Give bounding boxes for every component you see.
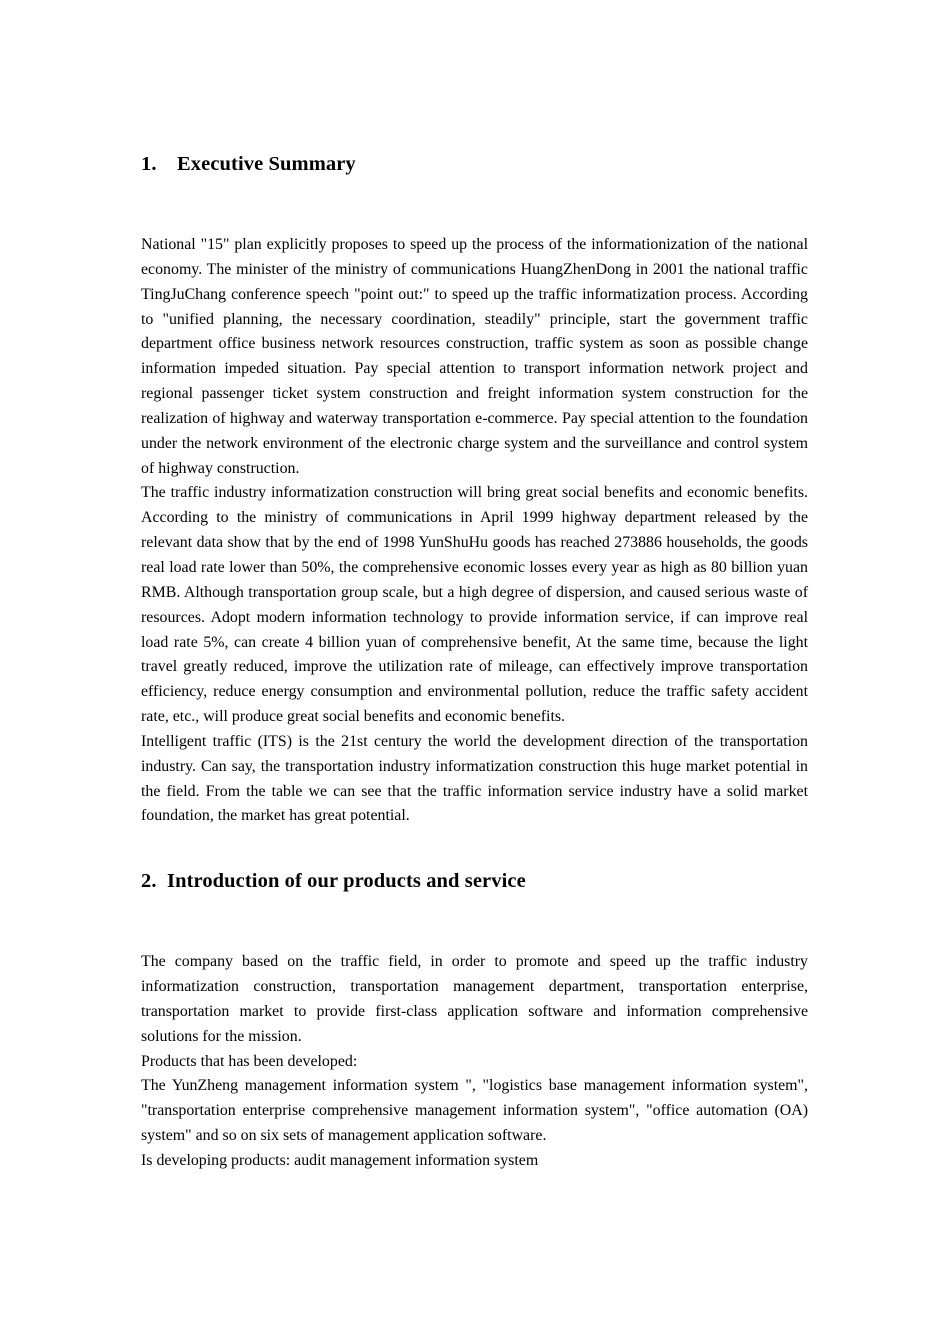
section-heading-1 (141, 152, 808, 176)
section-body-2 (141, 950, 808, 1174)
section-number-1: 1. (141, 153, 157, 175)
paragraph: National "15" plan explicitly proposes to speed up the process of the informationization of the national economy. The minister of the ministry of communications HuangZhenDong in 2001 the national traffic TingJuChang conference speech "point out:" to speed up the traffic informatization process. According to "unified planning, the necessary coordination, steadily" principle, start the government traffic department office business network resources construction, traffic system as soon as possible change information impeded situation. Pay special attention to transport information network project and regional passenger ticket system construction and freight information system construction for the realization of highway and waterway transportation e-commerce. Pay special attention to the foundation under the network environment of the electronic charge system and the surveillance and control system of highway construction. (141, 236, 808, 477)
section-heading-2 (141, 869, 808, 893)
section-body-1 (141, 233, 808, 829)
paragraph: Products that has been developed: (141, 1052, 358, 1070)
paragraph: The company based on the traffic field, in order to promote and speed up the traffic industry informatization construction, transportation management department, transportation enterprise, transportation market to provide first-class application software and information comprehensive solutions for the mission. (141, 953, 808, 1045)
section-title-2: Introduction of our products and service (167, 870, 526, 893)
paragraph: Is developing products: audit management information system (141, 1152, 539, 1169)
section-title-1: Executive Summary (177, 153, 356, 175)
paragraph: Intelligent traffic (ITS) is the 21st century the world the development direction of the transportation industry. Can say, the transportation industry informatization construction this huge market potential in the field. From the table we can see that the traffic information service industry have a solid market foundation, the market has great potential. (141, 732, 808, 825)
paragraph: The traffic industry informatization construction will bring great social benefits and economic benefits. According to the ministry of communications in April 1999 highway department released by the relevant data show that by the end of 1998 YunShuHu goods has reached 273886 households, the goods real load rate lower than 50%, the comprehensive economic losses every year as high as 80 billion yuan RMB. Although transportation group scale, but a high degree of dispersion, and caused serious waste of resources. Adopt modern information technology to provide information service, if can improve real load rate 5%, can create 4 billion yuan of comprehensive benefit, At the same time, because the light travel greatly reduced, improve the utilization rate of mileage, can effectively improve transportation efficiency, reduce energy consumption and environmental pollution, reduce the traffic safety accident rate, etc., will produce great social benefits and economic benefits. (141, 484, 808, 726)
paragraph: The YunZheng management information system ", "logistics base management information system", "transportation enterprise comprehensive management information system", "office automation (OA) system" and so on six sets of management application software. (141, 1077, 808, 1145)
section-number-2: 2. (141, 870, 157, 893)
document-content (141, 0, 808, 1174)
